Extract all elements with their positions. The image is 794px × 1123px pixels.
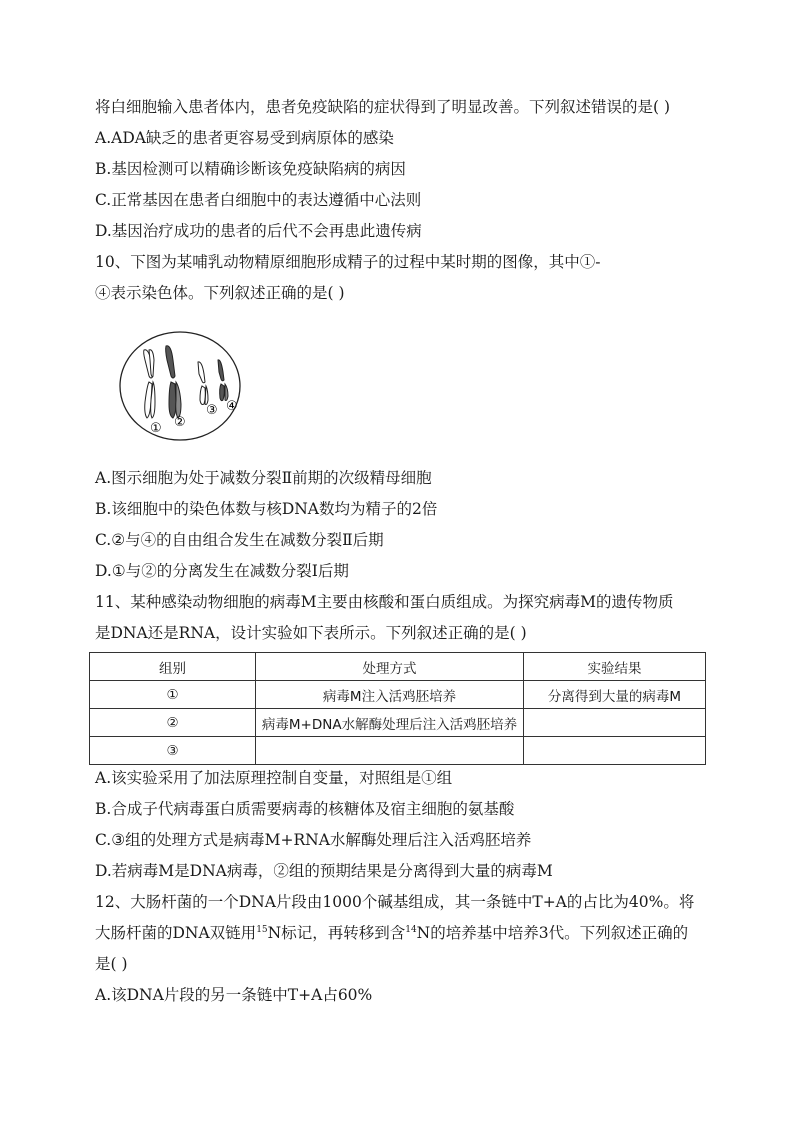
q11-stem-line2: 是DNA还是RNA，设计实验如下表所示。下列叙述正确的是( ) xyxy=(95,624,527,642)
isotope-15-superscript: 15 xyxy=(256,925,268,935)
q10-option-a: A.图示细胞为处于减数分裂Ⅱ前期的次级精母细胞 xyxy=(95,469,432,487)
header-group: 组别 xyxy=(90,653,256,681)
cell-treatment: 病毒M注入活鸡胚培养 xyxy=(256,681,524,709)
q10-option-b: B.该细胞中的染色体数与核DNA数均为精子的2倍 xyxy=(95,500,438,518)
q11-option-b: B.合成子代病毒蛋白质需要病毒的核糖体及宿主细胞的氨基酸 xyxy=(95,800,515,818)
q12-stem-line1: 12、大肠杆菌的一个DNA片段由1000个碱基组成，其一条链中T+A的占比为40%。将 xyxy=(95,893,695,911)
q11-option-d: D.若病毒M是DNA病毒，②组的预期结果是分离得到大量的病毒M xyxy=(95,862,553,880)
q12-line2-part-c: N的培养基中培养3代。下列叙述正确的 xyxy=(416,924,689,942)
label-3: ③ xyxy=(206,403,218,418)
q9-option-d: D.基因治疗成功的患者的后代不会再患此遗传病 xyxy=(95,222,422,240)
q10-stem-line1: 10、下图为某哺乳动物精原细胞形成精子的过程中某时期的图像，其中①- xyxy=(95,253,601,271)
header-treatment: 处理方式 xyxy=(256,653,524,681)
q9-stem: 将白细胞输入患者体内，患者免疫缺陷的症状得到了明显改善。下列叙述错误的是( ) xyxy=(95,98,671,116)
cell-treatment: 病毒M+DNA水解酶处理后注入活鸡胚培养 xyxy=(256,709,524,737)
q11-option-a: A.该实验采用了加法原理控制自变量，对照组是①组 xyxy=(95,769,453,787)
chromosome-3 xyxy=(198,362,208,405)
cell-result xyxy=(524,709,706,737)
cell-group: ① xyxy=(90,681,256,709)
q11-option-c: C.③组的处理方式是病毒M+RNA水解酶处理后注入活鸡胚培养 xyxy=(95,831,532,849)
isotope-14-superscript: 14 xyxy=(405,925,417,935)
chromosome-4 xyxy=(218,360,228,401)
q10-option-d: D.①与②的分离发生在减数分裂Ⅰ后期 xyxy=(95,562,349,580)
q12-line2-part-a: 大肠杆菌的DNA双链用 xyxy=(95,924,257,942)
label-4: ④ xyxy=(226,399,238,414)
chromosome-1 xyxy=(144,350,155,418)
cell-group: ③ xyxy=(90,737,256,765)
table-row xyxy=(90,709,706,737)
table-header-row xyxy=(90,653,706,681)
q12-option-a: A.该DNA片段的另一条链中T+A占60% xyxy=(95,986,373,1004)
q12-stem-line2 xyxy=(95,923,688,943)
label-1: ① xyxy=(150,421,162,436)
q10-stem-line2: ④表示染色体。下列叙述正确的是( ) xyxy=(95,284,345,302)
chromosome-2 xyxy=(166,346,181,418)
q12-line2-part-b: N标记，再转移到含 xyxy=(267,924,406,942)
cell-result: 分离得到大量的病毒M xyxy=(524,681,706,709)
q9-option-a: A.ADA缺乏的患者更容易受到病原体的感染 xyxy=(95,129,394,147)
q9-option-b: B.基因检测可以精确诊断该免疫缺陷病的病因 xyxy=(95,160,406,178)
q11-stem-line1: 11、某种感染动物细胞的病毒M主要由核酸和蛋白质组成。为探究病毒M的遗传物质 xyxy=(95,593,674,611)
table-row xyxy=(90,737,706,765)
q9-option-c: C.正常基因在患者白细胞中的表达遵循中心法则 xyxy=(95,191,422,209)
cell-group: ② xyxy=(90,709,256,737)
q10-option-c: C.②与④的自由组合发生在减数分裂Ⅱ后期 xyxy=(95,531,384,549)
cell-treatment xyxy=(256,737,524,765)
q12-stem-line3: 是( ) xyxy=(95,955,128,973)
chromosome-cell-figure xyxy=(118,330,248,446)
cell-result xyxy=(524,737,706,765)
cell-diagram xyxy=(118,330,248,442)
header-result: 实验结果 xyxy=(524,653,706,681)
experiment-table xyxy=(89,652,706,765)
table-row xyxy=(90,681,706,709)
label-2: ② xyxy=(174,415,186,430)
